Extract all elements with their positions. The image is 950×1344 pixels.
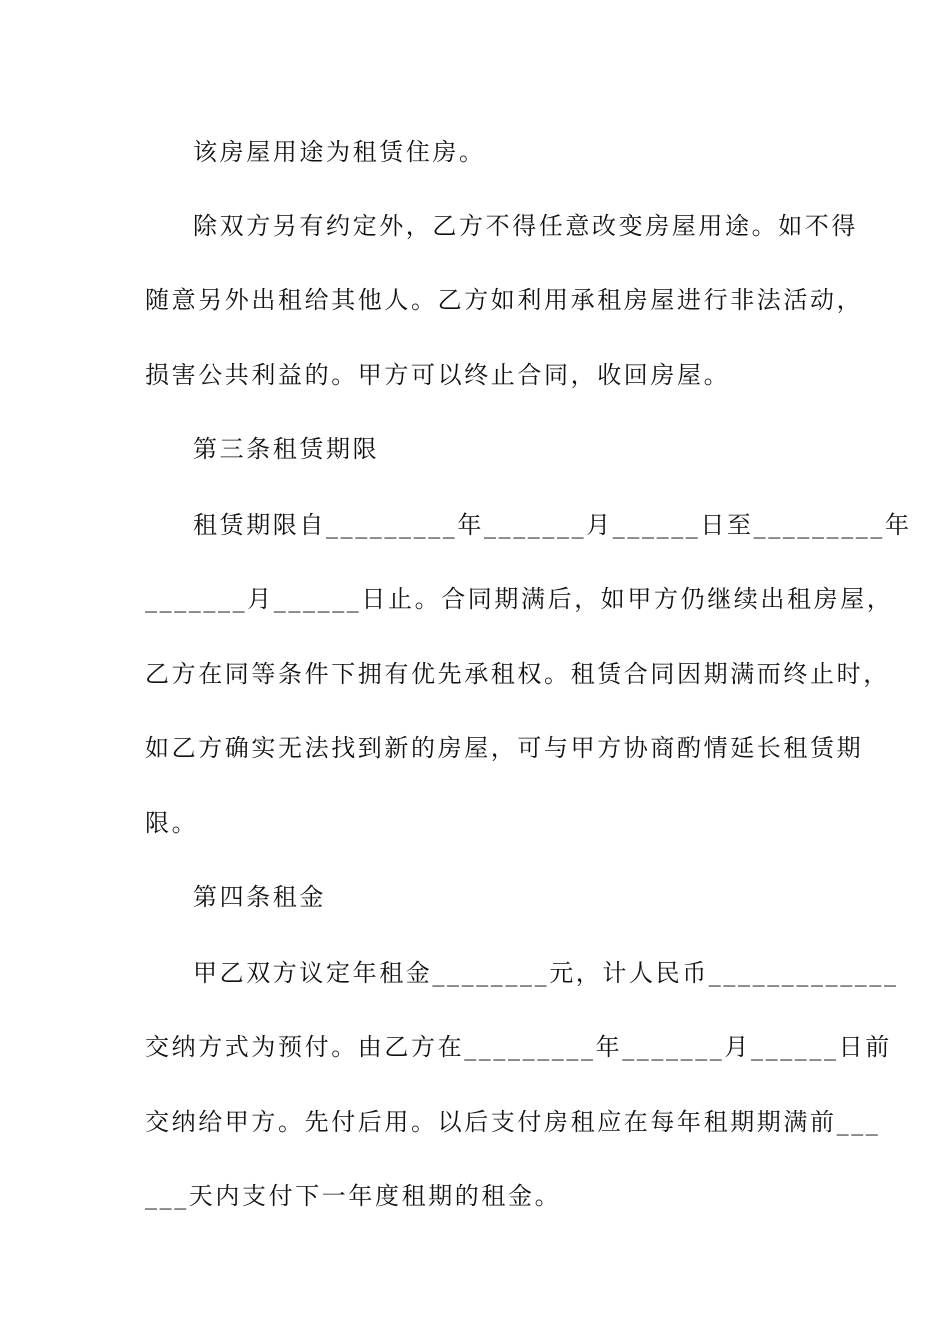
section-heading: 第四条租金 [193, 883, 326, 911]
paragraph-line: 租赁期限自_________年_______月______日至_________年 [193, 511, 912, 539]
paragraph-line: 甲乙双方议定年租金________元，计人民币_____________ [193, 959, 899, 987]
paragraph-line: 该房屋用途为租赁住房。 [193, 138, 486, 166]
paragraph-line: _______月______日止。合同期满后，如甲方仍继续出租房屋， [145, 585, 894, 613]
paragraph-line: 乙方在同等条件下拥有优先承租权。租赁合同因期满而终止时， [145, 660, 890, 688]
paragraph-line: 限。 [145, 809, 199, 837]
paragraph-line: 交纳方式为预付。由乙方在_________年_______月______日前 [145, 1033, 892, 1061]
paragraph-line: ___天内支付下一年度租期的租金。 [145, 1182, 562, 1210]
paragraph-line: 损害公共利益的。甲方可以终止合同，收回房屋。 [145, 361, 731, 389]
section-heading: 第三条租赁期限 [193, 435, 380, 463]
paragraph-line: 交纳给甲方。先付后用。以后支付房租应在每年租期期满前___ [145, 1108, 881, 1136]
paragraph-line: 随意另外出租给其他人。乙方如利用承租房屋进行非法活动， [145, 286, 864, 314]
paragraph-line: 如乙方确实无法找到新的房屋，可与甲方协商酌情延长租赁期 [145, 734, 864, 762]
paragraph-line: 除双方另有约定外，乙方不得任意改变房屋用途。如不得 [193, 212, 858, 240]
